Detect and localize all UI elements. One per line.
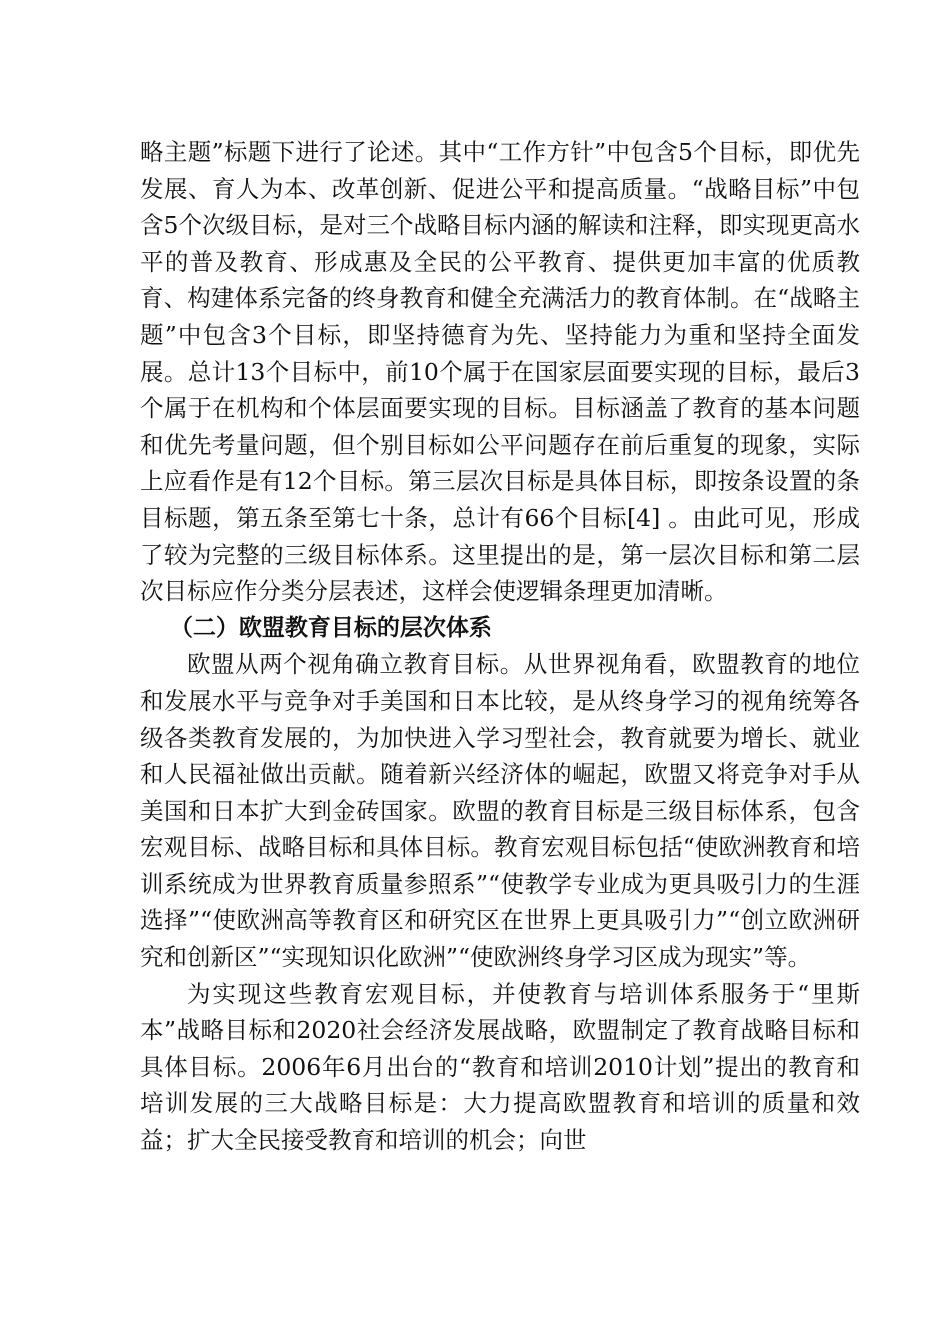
document-page: [140, 134, 860, 1159]
body-paragraph: 欧盟从两个视角确立教育目标。从世界视角看，欧盟教育的地位和发展水平与竞争对手美国和日本比较，是从终身学习的视角统筹各级各类教育发展的，为加快进入学习型社会，教育就要为增长、就业和人民福祉做出贡献。随着新兴经济体的崛起，欧盟又将竞争对手从美国和日本扩大到金砖国家。欧盟的教育目标是三级目标体系，包含宏观目标、战略目标和具体目标。教育宏观目标包括“使欧洲教育和培训系统成为世界教育质量参照系”“使教学专业成为更具吸引力的生涯选择”“使欧洲高等教育区和研究区在世界上更具吸引力”“创立欧洲研究和创新区”“实现知识化欧洲”“使欧洲终身学习区成为现实”等。: [140, 650, 860, 972]
section-heading: （二）欧盟教育目标的层次体系: [169, 614, 492, 641]
body-paragraph: 略主题”标题下进行了论述。其中“工作方针”中包含5个目标，即优先发展、育人为本、改革创新、促进公平和提高质量。“战略目标”中包含5个次级目标，是对三个战略目标内涵的解读和注释，即实现更高水平的普及教育、形成惠及全民的公平教育、提供更加丰富的优质教育、构建体系完备的终身教育和健全充满活力的教育体制。在“战略主题”中包含3个目标，即坚持德育为先、坚持能力为重和坚持全面发展。总计13个目标中，前10个属于在国家层面要实现的目标，最后3个属于在机构和个体层面要实现的目标。目标涵盖了教育的基本问题和优先考量问题，但个别目标如公平问题存在前后重复的现象，实际上应看作是有12个目标。第三层次目标是具体目标，即按条设置的条目标题，第五条至第七十条，总计有66个目标[4] 。由此可见，形成了较为完整的三级目标体系。这里提出的是，第一层次目标和第二层次目标应作分类分层表述，这样会使逻辑条理更加清晰。: [140, 138, 860, 606]
body-paragraph: 为实现这些教育宏观目标，并使教育与培训体系服务于“里斯本”战略目标和2020社会经济发展战略，欧盟制定了教育战略目标和具体目标。2006年6月出台的“教育和培训2010计划”提出的教育和培训发展的三大战略目标是：大力提高欧盟教育和培训的质量和效益；扩大全民接受教育和培训的机会；向世: [140, 979, 860, 1155]
